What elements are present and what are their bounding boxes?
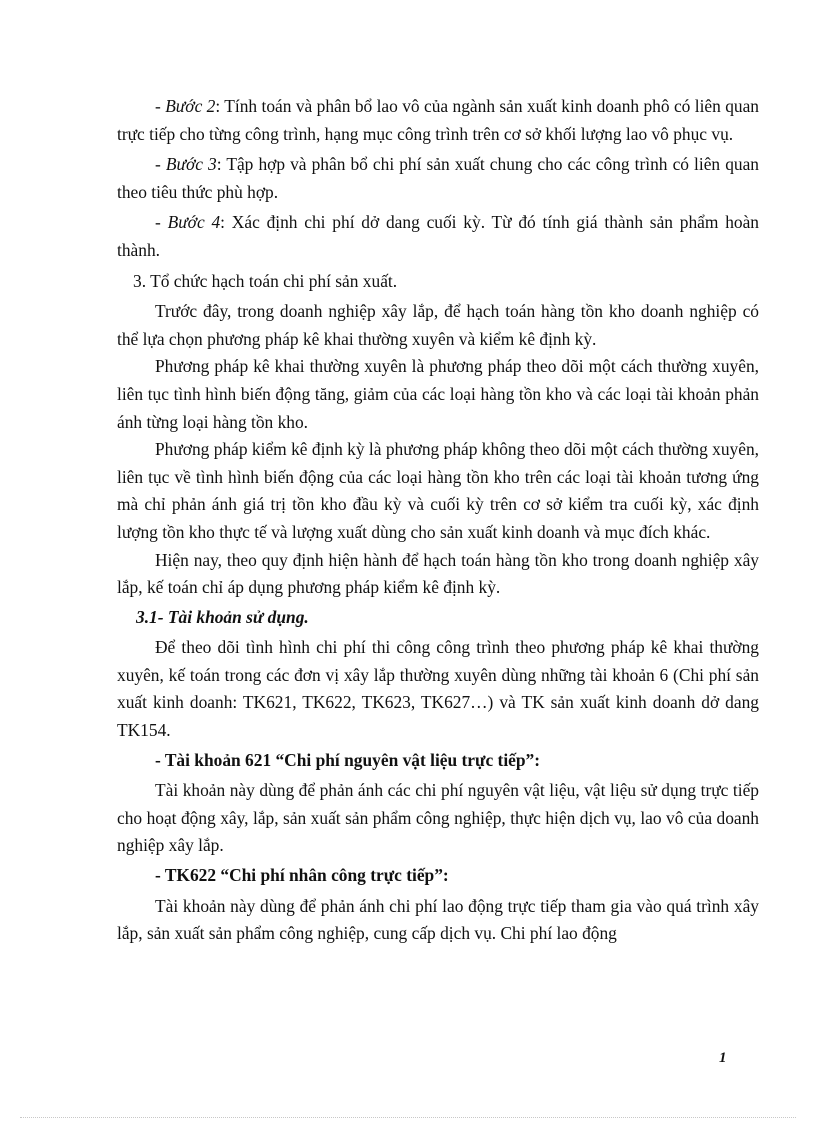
section-3-1-heading: 3.1- Tài khoản sử dụng. (136, 606, 309, 627)
step-4-dash: - (155, 212, 168, 233)
paragraph-1: Trước đây, trong doanh nghiệp xây lắp, để hạch toán hàng tồn kho doanh nghiệp có thể lựa chọn phương pháp kê khai thường xuyên và kiểm kê định kỳ. (117, 301, 759, 349)
document-body (117, 93, 759, 948)
step-3-text: : Tập hợp và phân bổ chi phí sản xuất chung cho các công trình có liên quan theo tiêu thức phù hợp. (117, 154, 760, 202)
paragraph-6: Tài khoản này dùng để phản ánh các chi phí nguyên vật liệu, vật liệu sử dụng trực tiếp cho hoạt động xây, lắp, sản xuất sản phẩm công nghiệp, thực hiện dịch vụ, lao vô của doanh nghiệp xây lắp. (117, 780, 759, 856)
page-bottom-divider (20, 1117, 796, 1118)
section-3-heading: 3. Tổ chức hạch toán chi phí sản xuất. (133, 270, 398, 291)
step-3-paragraph (117, 151, 759, 206)
step-2-dash: - (155, 96, 166, 116)
paragraph-5: Để theo dõi tình hình chi phí thi công công trình theo phương pháp kê khai thường xuyên, kế toán trong các đơn vị xây lắp thường xuyên dùng những tài khoản 6 (Chi phí sản xuất kinh doanh: TK621, TK622, TK623, TK627…) và TK sản xuất kinh doanh dở dang TK154. (117, 637, 759, 741)
tk622-heading: - TK622 “Chi phí nhân công trực tiếp”: (155, 865, 449, 886)
step-4-paragraph (117, 209, 759, 264)
step-2-label: Bước 2 (165, 96, 216, 116)
paragraph-7: Tài khoản này dùng để phản ánh chi phí lao động trực tiếp tham gia vào quá trình xây lắp, sản xuất sản phẩm công nghiệp, cung cấp dịch vụ. Chi phí lao động (117, 895, 759, 944)
step-4-text: : Xác định chi phí dở dang cuối kỳ. Từ đó tính giá thành sản phẩm hoàn thành. (117, 212, 759, 260)
step-4-label: Bước 4 (167, 212, 221, 233)
page-number: 1 (719, 1050, 727, 1066)
paragraph-2: Phương pháp kê khai thường xuyên là phương pháp theo dõi một cách thường xuyên, liên tục tình hình biến động tăng, giảm của các loại hàng tồn kho và các loại tài khoản phản ánh từng loại hàng tồn kho. (117, 356, 759, 432)
step-3-label: Bước 3 (165, 154, 217, 175)
tk621-heading: - Tài khoản 621 “Chi phí nguyên vật liệu trực tiếp”: (155, 749, 541, 770)
paragraph-4: Hiện nay, theo quy định hiện hành để hạch toán hàng tồn kho trong doanh nghiệp xây lắp, kế toán chỉ áp dụng phương pháp kiểm kê định kỳ. (117, 549, 759, 598)
step-3-dash: - (155, 154, 166, 175)
paragraph-3: Phương pháp kiểm kê định kỳ là phương pháp không theo dõi một cách thường xuyên, liên tục về tình hình biến động của các loại hàng tồn kho trên các loại tài khoản tương ứng mà chỉ phản ánh giá trị tồn kho đầu kỳ và cuối kỳ trên cơ sở kiểm tra cuối kỳ, xác định lượng tồn kho thực tế và lượng xuất dùng cho sản xuất kinh doanh và mục đích khác. (117, 439, 759, 542)
step-2-paragraph (117, 93, 759, 148)
step-2-text: : Tính toán và phân bổ lao vô của ngành sản xuất kinh doanh phô có liên quan trực tiếp cho từng công trình, hạng mục công trình trên cơ sở khối lượng lao vô phục vụ. (117, 96, 760, 144)
